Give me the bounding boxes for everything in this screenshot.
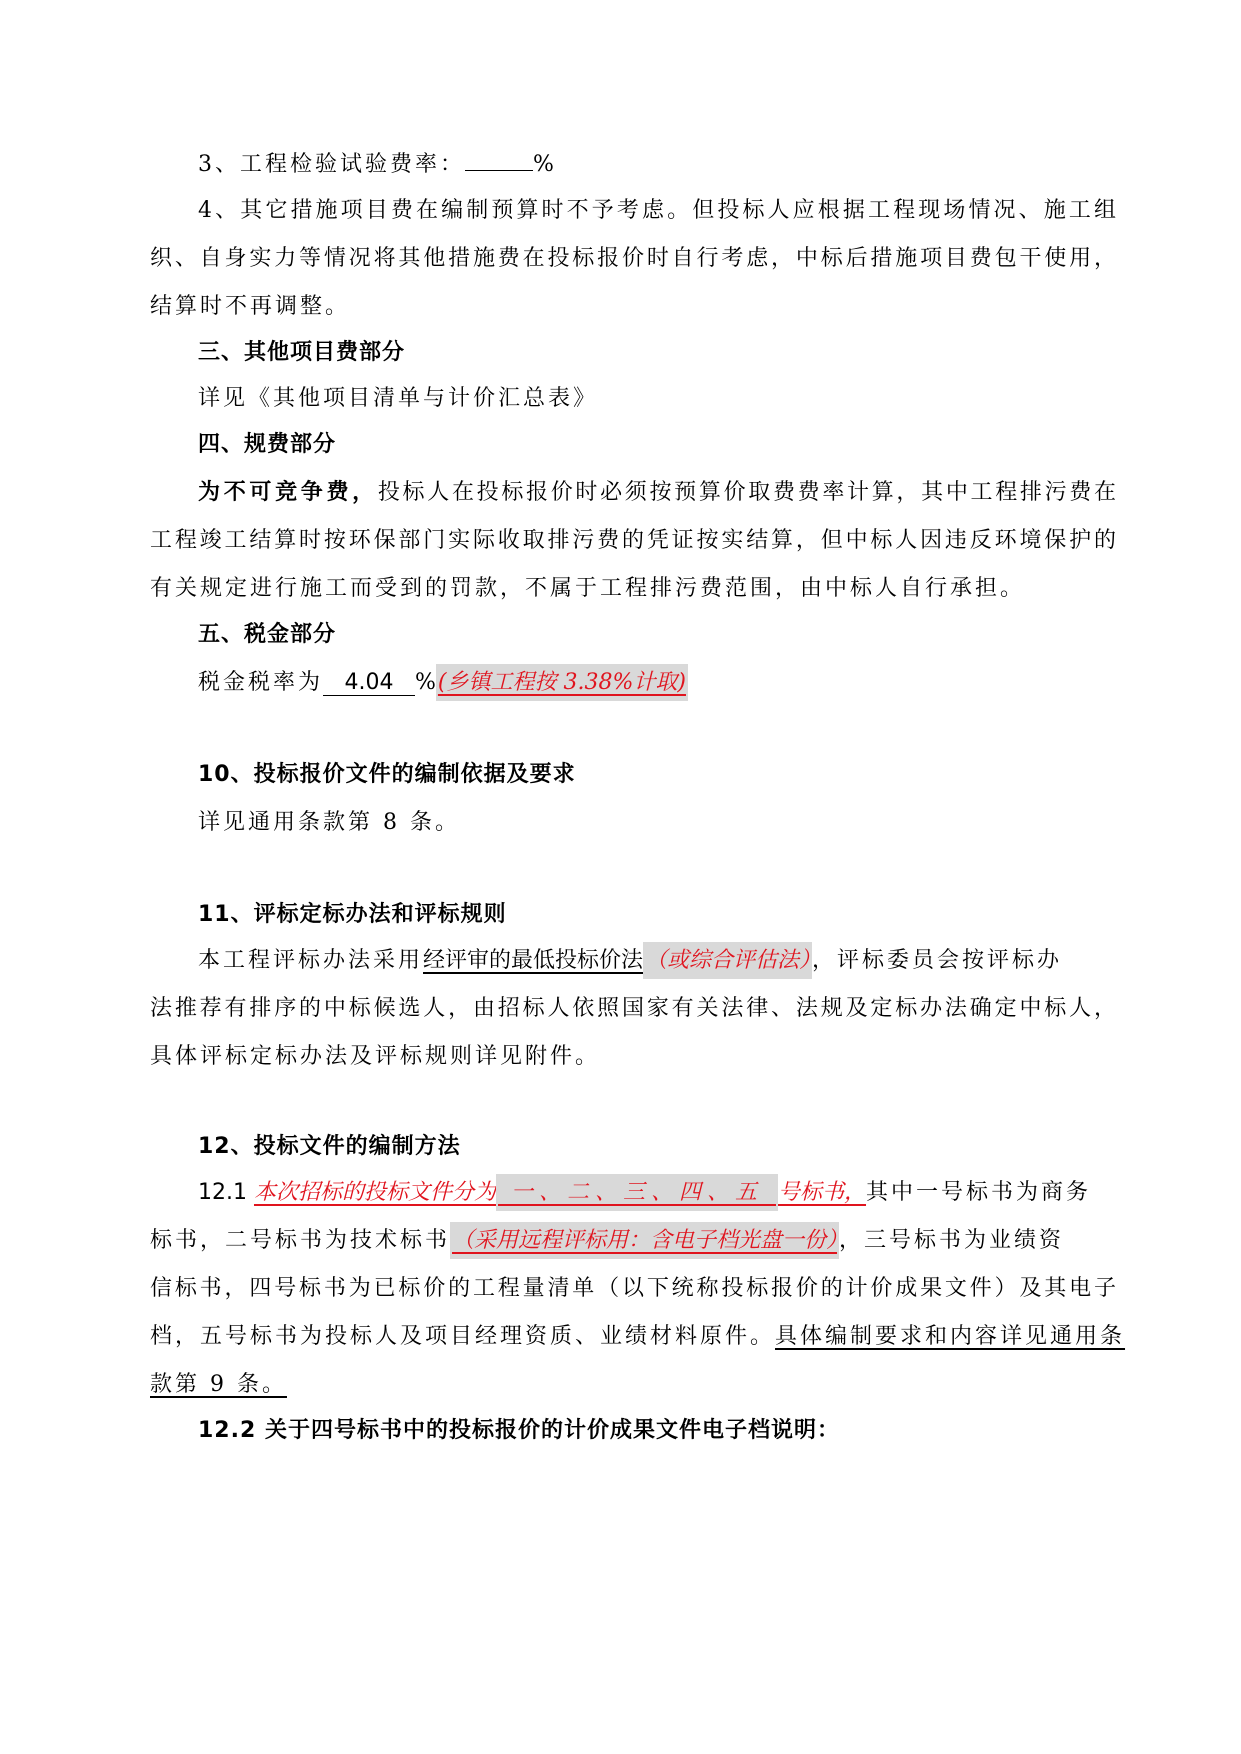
section-heading-10: 10、投标报价文件的编制依据及要求 <box>198 762 576 787</box>
paragraph-line: 工程竣工结算时按环保部门实际收取排污费的凭证按实结算，但中标人因违反环境保护的 <box>150 528 1116 553</box>
paragraph-line: 为不可竞争费，投标人在投标报价时必须按预算价取费费率计算，其中工程排污费在 <box>198 480 1116 505</box>
tax-rate-unit: % <box>415 670 436 695</box>
remote-evaluation-note: （采用远程评标用：含电子档光盘一份） <box>450 1222 839 1259</box>
evaluation-method-line: 本工程评标办法采用经评审的最低投标价法（或综合评估法），评标委员会按评标办 <box>198 946 1062 976</box>
inspection-fee-blank <box>465 170 533 171</box>
general-terms-reference: 具体编制要求和内容详见通用条 <box>775 1324 1126 1349</box>
clause-12-1-line: 12.1 本次招标的投标文件分为 一、二、三、四、五 号标书，其中一号标书为商务 <box>198 1178 1091 1208</box>
section-heading-fees: 四、规费部分 <box>198 432 337 457</box>
township-tax-note: (乡镇工程按 3.38%计取) <box>436 664 688 701</box>
paragraph-line: 结算时不再调整。 <box>150 294 351 319</box>
tax-rate-line <box>198 668 688 698</box>
non-competitive-fee-label: 为不可竞争费， <box>198 480 378 505</box>
inspection-fee-label: 3、工程检验试验费率： <box>198 152 465 177</box>
tender-volumes-note: 本次招标的投标文件分为 <box>253 1180 496 1205</box>
paragraph-line: 法推荐有排序的中标候选人，由招标人依照国家有关法律、法规及定标办法确定中标人， <box>150 996 1116 1021</box>
clause-12-1-line-2: 标书，二号标书为技术标书（采用远程评标用：含电子档光盘一份），三号标书为业绩资 <box>150 1226 1116 1256</box>
tender-volume-numbers: 一、二、三、四、五 <box>496 1174 778 1211</box>
paragraph-line: 详见《其他项目清单与计价汇总表》 <box>198 386 599 411</box>
comprehensive-evaluation-note: （或综合评估法） <box>643 942 812 979</box>
paragraph-line: 有关规定进行施工而受到的罚款，不属于工程排污费范围，由中标人自行承担。 <box>150 576 1026 601</box>
paragraph-line: 4、其它措施项目费在编制预算时不予考虑。但投标人应根据工程现场情况、施工组 <box>198 198 1116 223</box>
section-heading-tax: 五、税金部分 <box>198 622 337 647</box>
clause-12-1-line-4: 档，五号标书为投标人及项目经理资质、业绩材料原件。具体编制要求和内容详见通用条 <box>150 1324 1126 1349</box>
section-heading-12-2: 12.2 关于四号标书中的投标报价的计价成果文件电子档说明： <box>198 1418 840 1443</box>
lowest-bid-method: 经评审的最低投标价法 <box>423 948 644 973</box>
section-heading-11: 11、评标定标办法和评标规则 <box>198 902 507 927</box>
tax-rate-value: 4.04 <box>323 671 415 696</box>
paragraph-line: 款第 9 条。 <box>150 1372 287 1397</box>
inspection-fee-unit: % <box>533 152 557 177</box>
inspection-fee-rate-line <box>198 150 557 180</box>
section-heading-12: 12、投标文件的编制方法 <box>198 1134 461 1159</box>
tax-rate-label: 税金税率为 <box>198 670 324 695</box>
paragraph-line: 织、自身实力等情况将其他措施费在投标报价时自行考虑，中标后措施项目费包干使用， <box>150 246 1116 271</box>
section-heading-other-items: 三、其他项目费部分 <box>198 340 406 365</box>
paragraph-line: 详见通用条款第 8 条。 <box>198 810 460 835</box>
paragraph-line: 具体评标定标办法及评标规则详见附件。 <box>150 1044 601 1069</box>
paragraph-line: 信标书，四号标书为已标价的工程量清单（以下统称投标报价的计价成果文件）及其电子 <box>150 1276 1116 1301</box>
